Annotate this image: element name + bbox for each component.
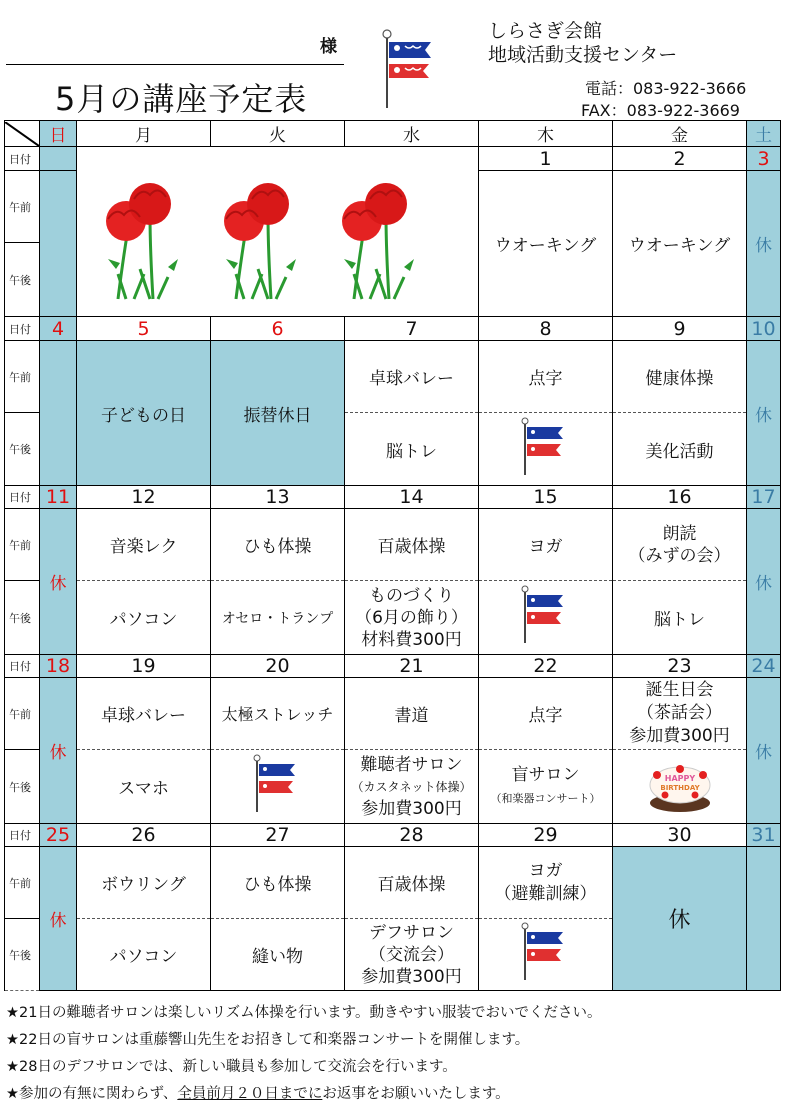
date-label: 日付	[5, 486, 40, 509]
date-cell: 2	[613, 147, 747, 171]
phone-number: 電話：083-922-3666	[585, 79, 747, 98]
date-cell: 18	[40, 655, 77, 678]
holiday-cell: 休	[747, 509, 781, 655]
am-row	[5, 509, 781, 581]
event-cell: 卓球バレー	[77, 678, 211, 750]
event-title: 朗読	[662, 523, 697, 544]
event-title: 誕生日会	[645, 680, 714, 700]
event-cell	[613, 509, 747, 581]
sunday-cell	[40, 341, 77, 486]
date-cell: 1	[479, 147, 613, 171]
corner-cell	[5, 121, 40, 147]
weekday-sun: 日	[40, 121, 77, 147]
event-cell: 点字	[479, 678, 613, 750]
date-row	[5, 317, 781, 341]
event-cell: 百歳体操	[345, 509, 479, 581]
pm-label: 午後	[5, 413, 40, 486]
koinobori-cell	[479, 581, 613, 655]
date-cell: 23	[613, 655, 747, 678]
note-item: ★28日のデフサロンでは、新しい職員も参加して交流会を行います。	[6, 1059, 457, 1075]
holiday-cell: 休	[747, 171, 781, 317]
org-subname: 地域活動支援センター	[488, 44, 678, 66]
date-cell: 11	[40, 486, 77, 509]
event-fee: 参加費300円	[361, 966, 462, 987]
date-label: 日付	[5, 824, 40, 847]
event-cell	[479, 847, 613, 919]
weekday-wed: 水	[345, 121, 479, 147]
event-title: ものづくり	[369, 585, 454, 606]
event-cell: 縫い物	[211, 919, 345, 991]
am-row	[5, 678, 781, 750]
event-cell: 卓球バレー	[345, 341, 479, 413]
date-row	[5, 655, 781, 678]
date-cell: 8	[479, 317, 613, 341]
holiday-cell: 休	[40, 678, 77, 824]
date-cell: 28	[345, 824, 479, 847]
date-cell: 16	[613, 486, 747, 509]
date-cell: 7	[345, 317, 479, 341]
event-cell	[613, 678, 747, 750]
date-cell: 30	[613, 824, 747, 847]
holiday-cell: 休	[613, 847, 747, 991]
org-name: しらさぎ会館	[488, 20, 603, 42]
holiday-cell: 休	[747, 341, 781, 486]
event-note: （6月の飾り）	[355, 607, 468, 628]
weekday-mon: 月	[77, 121, 211, 147]
am-label: 午前	[5, 171, 40, 243]
event-cell: ヨガ	[479, 509, 613, 581]
carnation-illustration	[77, 147, 479, 317]
event-cell: ひも体操	[211, 509, 345, 581]
date-cell: 9	[613, 317, 747, 341]
note-item: ★22日の盲サロンは重藤響山先生をお招きして和楽器コンサートを開催します。	[6, 1032, 530, 1048]
event-cell	[345, 919, 479, 991]
date-cell: 24	[747, 655, 781, 678]
recipient-suffix: 様	[320, 37, 337, 57]
koinobori-icon	[381, 28, 441, 114]
date-cell: 3	[747, 147, 781, 171]
date-cell: 17	[747, 486, 781, 509]
note-text: ★参加の有無に関わらず、	[6, 1086, 178, 1102]
date-row	[5, 824, 781, 847]
pm-label: 午後	[5, 581, 40, 655]
date-cell: 6	[211, 317, 345, 341]
date-cell: 31	[747, 824, 781, 847]
am-label: 午前	[5, 509, 40, 581]
cake-text-happy: HAPPY	[664, 774, 695, 783]
date-cell	[40, 147, 77, 171]
event-note: （カスタネット体操）	[351, 779, 472, 794]
date-cell: 22	[479, 655, 613, 678]
event-cell: 点字	[479, 341, 613, 413]
saturday-cell	[747, 847, 781, 991]
weekday-sat: 土	[747, 121, 781, 147]
date-cell: 10	[747, 317, 781, 341]
pm-label: 午後	[5, 750, 40, 824]
date-row	[5, 486, 781, 509]
holiday-cell: 休	[747, 678, 781, 824]
header	[0, 0, 791, 120]
event-title: デフサロン	[369, 922, 454, 943]
date-row	[5, 147, 781, 171]
date-cell: 5	[77, 317, 211, 341]
event-note: （みずの会）	[628, 545, 731, 566]
date-cell: 29	[479, 824, 613, 847]
date-cell: 26	[77, 824, 211, 847]
pm-label: 午後	[5, 243, 40, 317]
weekday-tue: 火	[211, 121, 345, 147]
event-cell: 百歳体操	[345, 847, 479, 919]
date-cell: 4	[40, 317, 77, 341]
event-cell: 太極ストレッチ	[211, 678, 345, 750]
date-cell: 20	[211, 655, 345, 678]
event-title: 盲サロン	[511, 764, 580, 785]
event-cell: スマホ	[77, 750, 211, 824]
note-text: お返事をお願いいたします。	[322, 1086, 510, 1102]
event-cell: ボウリング	[77, 847, 211, 919]
weekday-fri: 金	[613, 121, 747, 147]
weekday-header-row	[5, 121, 781, 147]
event-cell	[345, 750, 479, 824]
date-label: 日付	[5, 317, 40, 341]
am-label: 午前	[5, 847, 40, 919]
event-fee: 参加費300円	[361, 798, 462, 819]
am-label: 午前	[5, 678, 40, 750]
birthday-cake-cell	[613, 750, 747, 824]
date-label: 日付	[5, 655, 40, 678]
date-cell: 13	[211, 486, 345, 509]
koinobori-cell	[479, 919, 613, 991]
note-underlined: 全員前月２０日までに	[177, 1086, 323, 1102]
event-cell: 健康体操	[613, 341, 747, 413]
name-line	[6, 64, 344, 65]
note-item	[6, 1081, 602, 1108]
schedule-table	[4, 120, 781, 991]
event-cell	[479, 750, 613, 824]
event-cell: 書道	[345, 678, 479, 750]
page-title: 5月の講座予定表	[55, 80, 308, 118]
date-cell: 25	[40, 824, 77, 847]
date-cell: 21	[345, 655, 479, 678]
date-cell: 19	[77, 655, 211, 678]
event-fee: 材料費300円	[361, 629, 462, 650]
fax-number: FAX：083-922-3669	[581, 101, 740, 120]
event-fee: 参加費300円	[629, 726, 730, 746]
event-cell: パソコン	[77, 581, 211, 655]
date-cell: 14	[345, 486, 479, 509]
event-note: （和楽器コンサート）	[490, 791, 601, 805]
event-cell: ひも体操	[211, 847, 345, 919]
holiday-cell: 休	[40, 847, 77, 991]
event-cell: 振替休日	[211, 341, 345, 486]
event-title: ヨガ	[528, 860, 563, 881]
event-cell: ウオーキング	[479, 171, 613, 317]
event-cell: 子どもの日	[77, 341, 211, 486]
event-cell: ウオーキング	[613, 171, 747, 317]
date-cell: 12	[77, 486, 211, 509]
date-cell: 27	[211, 824, 345, 847]
event-note: （避難訓練）	[494, 883, 597, 904]
note-item: ★21日の難聴者サロンは楽しいリズム体操を行います。動きやすい服装でおいでください。	[6, 1005, 602, 1021]
event-cell: 脳トレ	[345, 413, 479, 486]
am-row	[5, 341, 781, 413]
koinobori-cell	[479, 413, 613, 486]
pm-row	[5, 581, 781, 655]
event-cell: 脳トレ	[613, 581, 747, 655]
event-cell: パソコン	[77, 919, 211, 991]
event-cell: オセロ・トランプ	[211, 581, 345, 655]
koinobori-cell	[211, 750, 345, 824]
date-cell: 15	[479, 486, 613, 509]
pm-label: 午後	[5, 919, 40, 991]
pm-row	[5, 750, 781, 824]
sunday-cell	[40, 171, 77, 317]
notes	[6, 1000, 602, 1108]
event-cell	[345, 581, 479, 655]
cake-text-birthday: BIRTHDAY	[659, 784, 700, 792]
date-label: 日付	[5, 147, 40, 171]
event-title: 難聴者サロン	[360, 754, 463, 775]
event-note: （交流会）	[369, 944, 454, 965]
event-cell: 美化活動	[613, 413, 747, 486]
holiday-cell: 休	[40, 509, 77, 655]
birthday-cake-icon	[645, 753, 715, 815]
event-cell: 音楽レク	[77, 509, 211, 581]
event-note: （茶話会）	[637, 703, 722, 723]
am-label: 午前	[5, 341, 40, 413]
am-row	[5, 847, 781, 919]
weekday-thu: 木	[479, 121, 613, 147]
